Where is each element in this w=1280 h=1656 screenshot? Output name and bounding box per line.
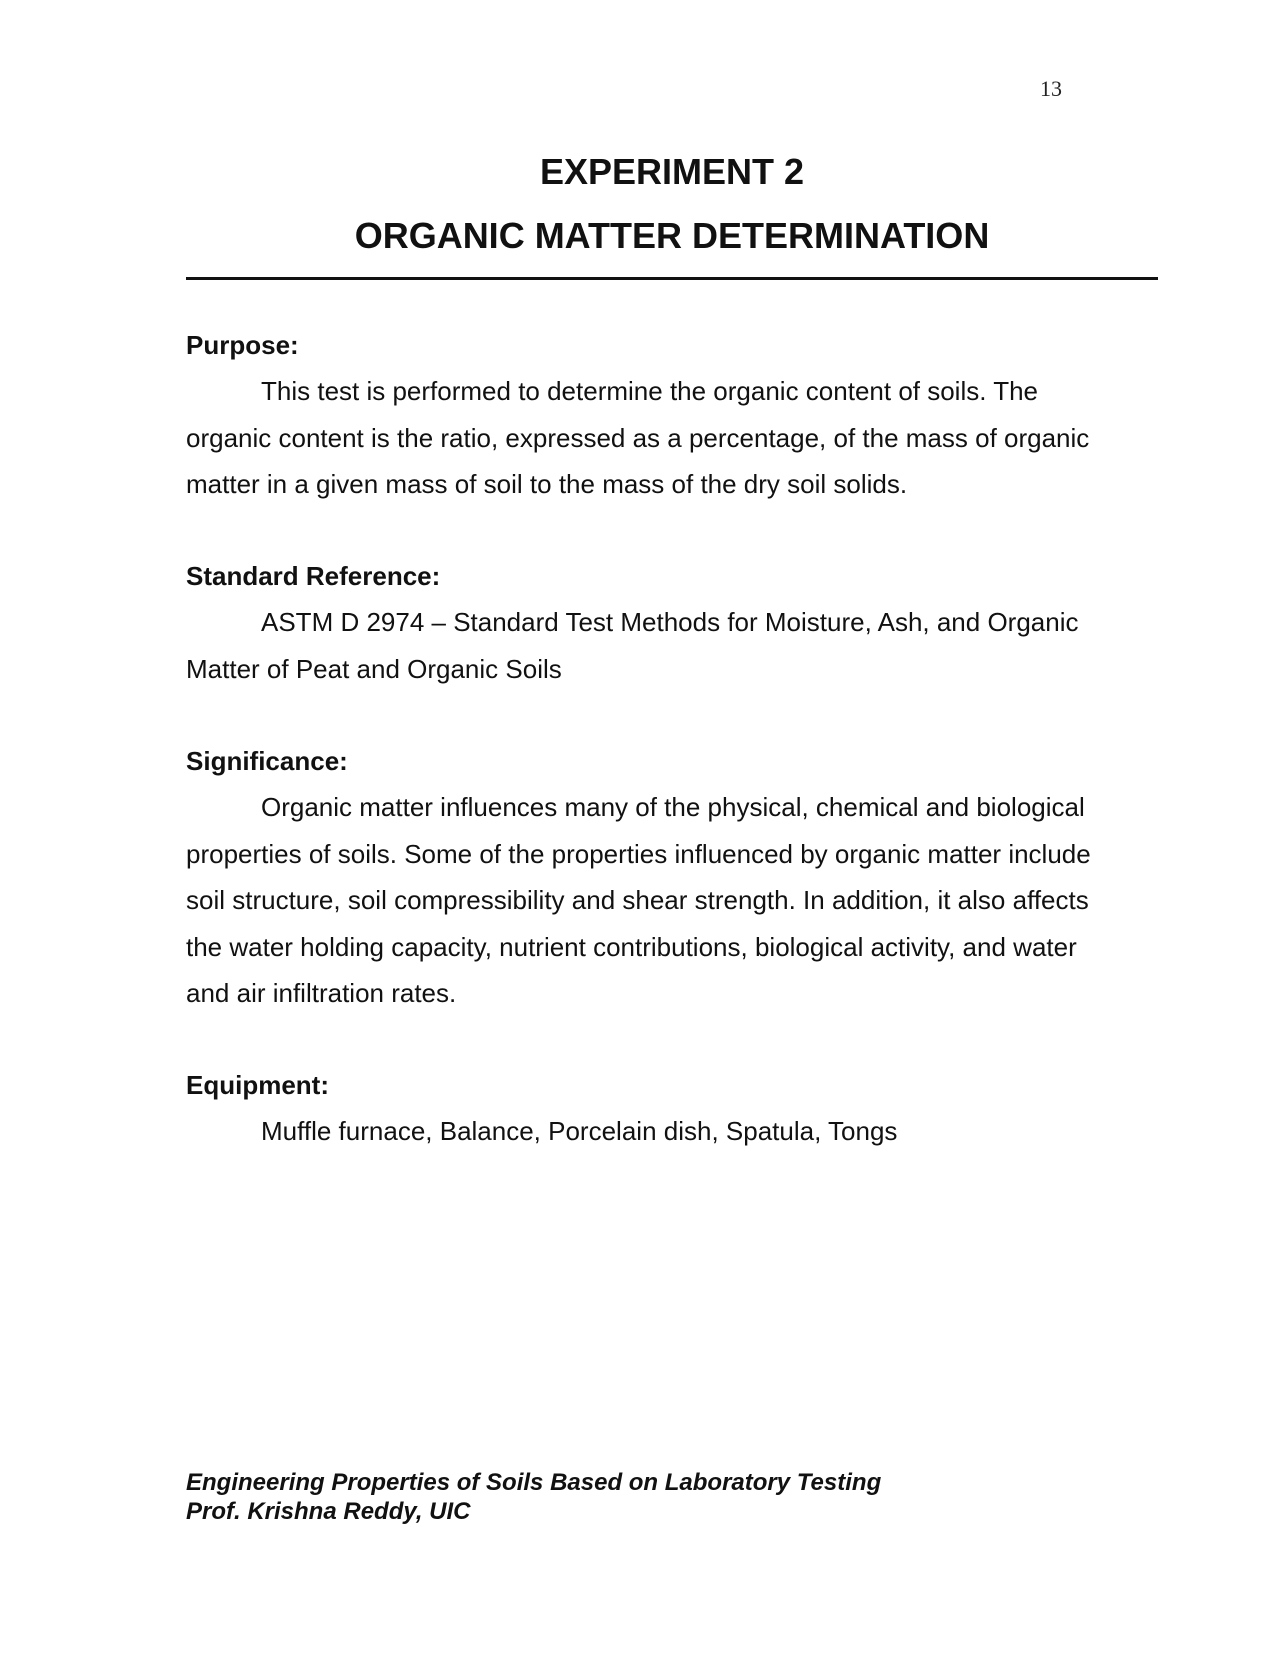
- purpose-section: [186, 322, 1106, 508]
- equipment-heading: Equipment:: [186, 1070, 329, 1100]
- footer-author: Prof. Krishna Reddy, UIC: [186, 1498, 471, 1525]
- experiment-subtitle: ORGANIC MATTER DETERMINATION: [354, 215, 990, 256]
- footer: [186, 1468, 881, 1526]
- purpose-heading: Purpose:: [186, 330, 299, 360]
- standard-reference-heading: Standard Reference:: [186, 561, 441, 591]
- experiment-title: EXPERIMENT 2: [539, 151, 805, 192]
- significance-section: [186, 738, 1106, 1017]
- purpose-body: This test is performed to determine the organic content of soils. The organic content is the ratio, expressed as a percentage, of the mass of organic matter in a given mass of soil to the mass of the dry soil solids.: [186, 376, 1090, 499]
- page-number: 13: [1040, 76, 1062, 101]
- title-block: [186, 140, 1158, 268]
- title-divider: [186, 277, 1158, 280]
- equipment-body: Muffle furnace, Balance, Porcelain dish, Spatula, Tongs: [261, 1116, 898, 1146]
- standard-reference-section: [186, 553, 1106, 692]
- equipment-section: [186, 1062, 1106, 1155]
- standard-reference-body: ASTM D 2974 – Standard Test Methods for Moisture, Ash, and Organic Matter of Peat and Organic Soils: [186, 607, 1079, 684]
- significance-body: Organic matter influences many of the physical, chemical and biological properties of soils. Some of the properties influenced by organic matter include soil structure, soil compressibility and shear strength. In addition, it also affects the water holding capacity, nutrient contributions, biological activity, and water and air infiltration rates.: [186, 792, 1091, 1008]
- significance-heading: Significance:: [186, 746, 348, 776]
- footer-book-title: Engineering Properties of Soils Based on Laboratory Testing: [186, 1469, 882, 1496]
